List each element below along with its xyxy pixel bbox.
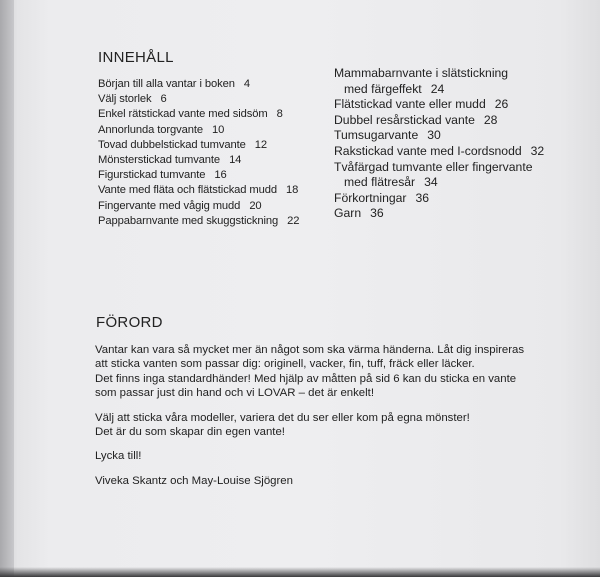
page-number: 32	[530, 143, 545, 158]
foreword-body	[95, 343, 565, 498]
foreword-closing: Lycka till!	[95, 450, 142, 463]
toc-entry: Mönsterstickad tumvante 14	[98, 154, 242, 167]
toc-entry: Fingervante med vågig mudd 20	[98, 199, 262, 212]
page-number: 16	[214, 169, 227, 182]
toc-entry-continuation: med färgeffekt 24	[344, 81, 445, 96]
toc-entry: Välj storlek 6	[98, 93, 167, 106]
toc-entry: Dubbel resårstickad vante 28	[334, 112, 498, 127]
page-number: 22	[287, 214, 300, 227]
toc-entry: Figurstickad tumvante 16	[98, 169, 227, 182]
toc-entry: Mammabarnvante i slätstickning	[334, 66, 509, 80]
page-number: 30	[427, 128, 441, 143]
authors-signature: Viveka Skantz och May-Louise Sjögren	[95, 474, 293, 487]
foreword-paragraph	[95, 411, 565, 440]
page-number: 14	[229, 154, 242, 167]
toc-entry: Garn 36	[334, 206, 384, 221]
page-number: 36	[370, 206, 384, 221]
toc-entry: Pappabarnvante med skuggstickning 22	[98, 214, 300, 227]
toc-entry-continuation: med flätresår 34	[344, 175, 438, 190]
page-number: 20	[249, 199, 262, 212]
toc-entry: Annorlunda torgvante 10	[98, 123, 225, 136]
page-gutter	[0, 0, 14, 577]
page-number: 34	[424, 175, 438, 190]
text-line: Det finns inga standardhänder! Med hjälp av måtten på sid 6 kan du sticka en vante	[95, 372, 517, 385]
toc-entry: Förkortningar 36	[334, 190, 430, 205]
page-number: 28	[483, 112, 498, 127]
page-number: 24	[430, 81, 445, 96]
text-line: Vantar kan vara så mycket mer än något som ska värma händerna. Låt dig inspireras	[95, 344, 525, 356]
text-line: Välj att sticka våra modeller, variera det du ser eller kom på egna mönster!	[95, 411, 470, 424]
foreword-paragraph	[95, 343, 565, 372]
text-line: Det är du som skapar din egen vante!	[95, 426, 285, 439]
toc-entry: Rakstickad vante med I-cordsnodd 32	[334, 143, 545, 158]
foreword-paragraph	[95, 372, 565, 401]
page-number: 4	[243, 78, 250, 90]
text-line: som passar just din hand och vi LOVAR – det är enkelt!	[95, 387, 375, 400]
toc-entry: Tovad dubbelstickad tumvante 12	[98, 138, 267, 151]
page-number: 36	[415, 190, 430, 205]
foreword-title: FÖRORD	[96, 314, 163, 331]
toc-entry: Början till alla vantar i boken 4	[98, 78, 250, 90]
page-number: 10	[211, 123, 225, 136]
page-number: 26	[494, 97, 509, 112]
toc-left-column	[98, 77, 299, 229]
page-number: 8	[276, 108, 283, 121]
toc-entry: Vante med fläta och flätstickad mudd 18	[98, 184, 299, 197]
page-number: 6	[160, 93, 167, 106]
toc-entry: Enkel rätstickad vante med sidsöm 8	[98, 108, 283, 121]
text-line: att sticka vanten som passar dig: originell, vacker, fin, tuff, fräck eller läcker.	[95, 358, 475, 371]
toc-entry: Tvåfärgad tumvante eller fingervante	[334, 159, 533, 174]
toc-right-column	[334, 66, 544, 222]
toc-title: INNEHÅLL	[98, 49, 174, 66]
toc-entry: Flätstickad vante eller mudd 26	[334, 97, 509, 112]
page-number: 18	[286, 184, 299, 197]
toc-entry: Tumsugarvante 30	[334, 128, 441, 143]
page-number: 12	[254, 138, 267, 151]
page-bottom-edge	[0, 567, 600, 577]
